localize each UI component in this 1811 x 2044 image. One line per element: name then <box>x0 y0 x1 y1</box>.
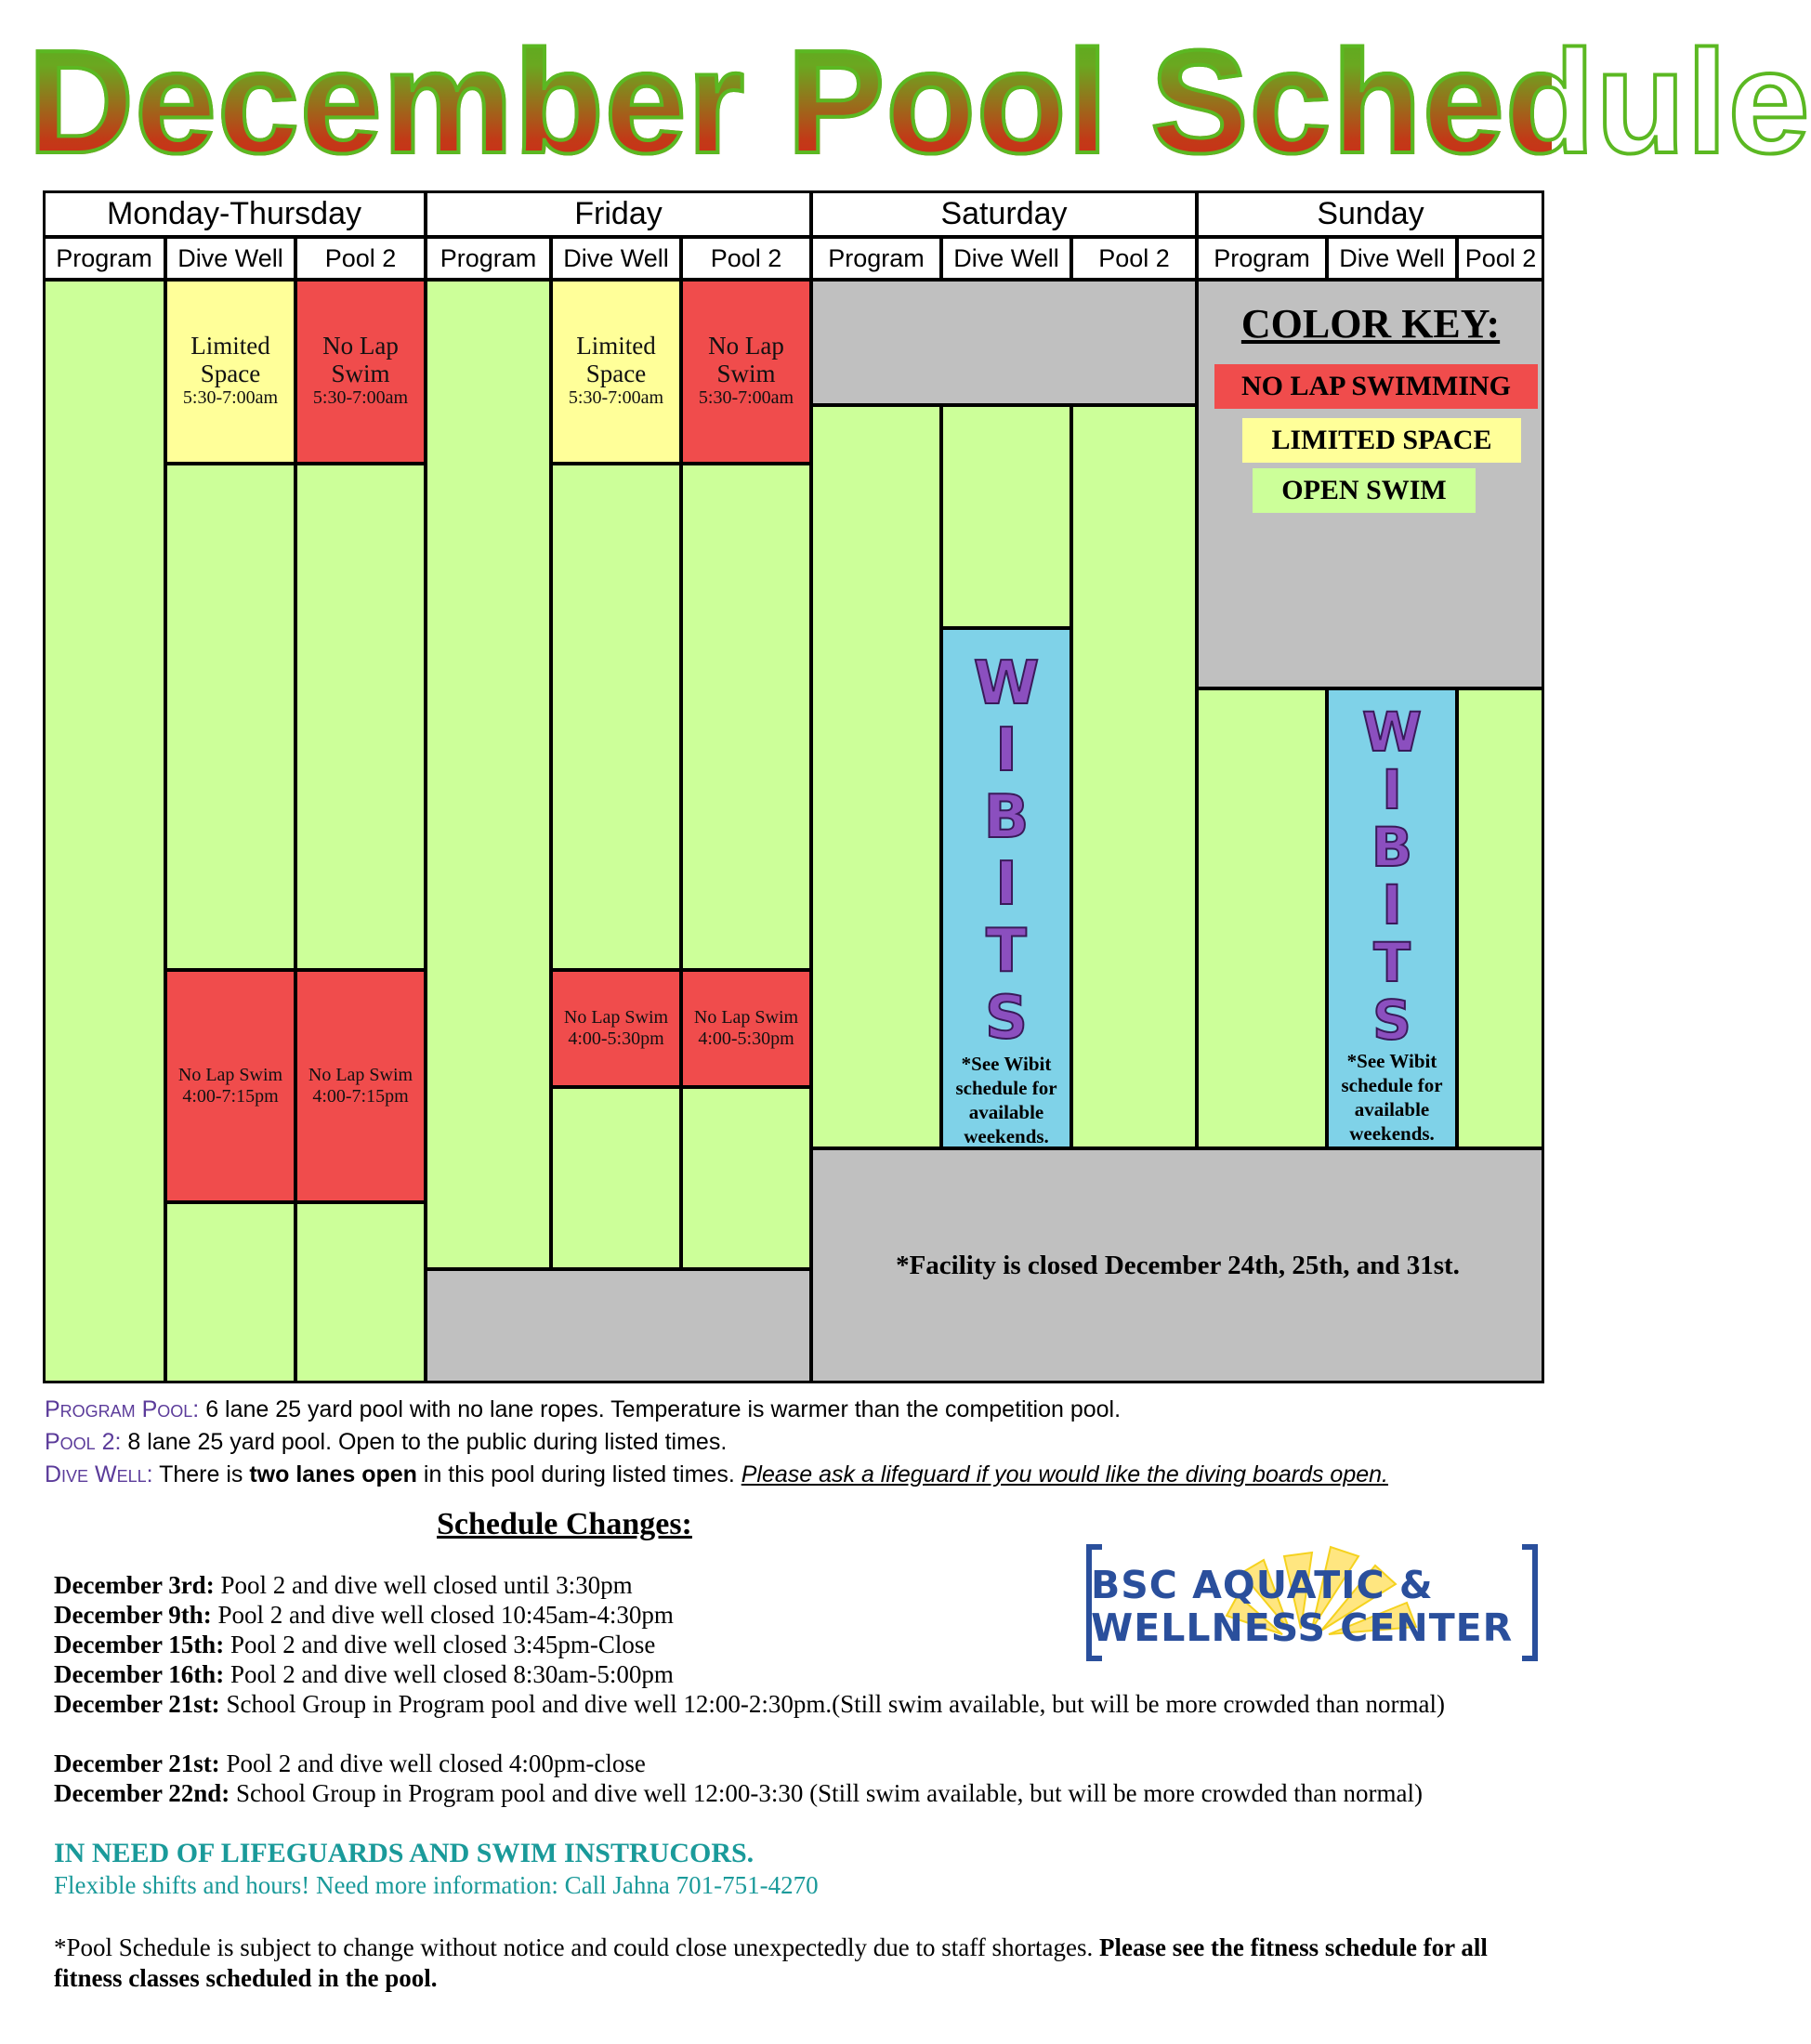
change-date: December 22nd: <box>54 1779 230 1807</box>
wibits-letter: W <box>1362 701 1422 764</box>
sun-pool2-open <box>1457 688 1544 1148</box>
wibits-note: *See Wibit <box>1346 1050 1437 1072</box>
fri-dive-open <box>551 464 681 970</box>
block-label: Swim <box>331 360 390 387</box>
block-time: 4:00-7:15pm <box>182 1086 279 1107</box>
mon-thu-dive-limited <box>165 280 295 464</box>
dive-well-note: Please ask a lifeguard if you would like the diving boards open. <box>741 1461 1388 1487</box>
change-item <box>54 1778 1550 1808</box>
wibits-note: weekends. <box>964 1125 1049 1147</box>
fri-dive-open-late <box>551 1087 681 1269</box>
dive-well-text: There is <box>152 1461 250 1487</box>
block-time: 5:30-7:00am <box>312 387 409 408</box>
day-header-friday: Friday <box>426 190 811 237</box>
weekend-closed <box>811 1148 1544 1383</box>
day-header-sunday: Sunday <box>1197 190 1544 237</box>
wibits-letter: B <box>983 783 1030 852</box>
change-text: School Group in Program pool and dive well 12:00-3:30 (Still swim available, but will be more crowded than normal) <box>230 1779 1423 1807</box>
fri-pool2-open <box>681 464 811 970</box>
wibits-note: available <box>1354 1098 1430 1120</box>
hiring-subtext: Flexible shifts and hours! Need more information: Call Jahna 701-751-4270 <box>54 1871 819 1899</box>
col-header-dive-well: Dive Well <box>551 237 681 280</box>
mon-thu-pool2-no-lap-evening <box>295 970 426 1202</box>
col-header-program: Program <box>426 237 551 280</box>
pool2-term: Pool 2: <box>45 1429 122 1455</box>
pool2-text: 8 lane 25 yard pool. Open to the public during listed times. <box>121 1429 728 1455</box>
fri-program-open <box>426 280 551 1269</box>
pool2-desc <box>45 1426 1541 1459</box>
logo-line-2: WELLNESS CENTER <box>1091 1605 1514 1650</box>
fri-pool2-no-lap-evening <box>681 970 811 1087</box>
block-label: No Lap Swim <box>563 1007 669 1028</box>
change-date: December 21st: <box>54 1749 220 1777</box>
col-header-pool-2: Pool 2 <box>681 237 811 280</box>
hiring-headline: IN NEED OF LIFEGUARDS AND SWIM INSTRUCORS. <box>54 1838 755 1868</box>
mon-thu-dive-open-late <box>165 1202 295 1383</box>
footnote-bold: Please see the fitness schedule for all fitness classes scheduled in the pool. <box>54 1933 1488 1992</box>
dive-well-term: Dive Well: <box>45 1461 153 1487</box>
block-label: No Lap Swim <box>177 1065 283 1085</box>
block-time: 5:30-7:00am <box>698 387 794 408</box>
change-text: Pool 2 and dive well closed 10:45am-4:30pm <box>211 1601 674 1629</box>
day-header-mon-thu: Monday-Thursday <box>43 190 426 237</box>
sat-pool2-open <box>1071 405 1197 1148</box>
block-label: Limited <box>190 332 270 360</box>
col-header-dive-well: Dive Well <box>941 237 1071 280</box>
block-label: No Lap Swim <box>308 1065 413 1085</box>
change-date: December 21st: <box>54 1690 220 1718</box>
col-header-dive-well: Dive Well <box>165 237 295 280</box>
wibits-letter: B <box>1371 816 1413 879</box>
day-divider <box>425 190 427 1383</box>
mon-thu-dive-no-lap-evening <box>165 970 295 1202</box>
change-text: Pool 2 and dive well closed 8:30am-5:00pm <box>224 1660 674 1688</box>
wibits-letter: S <box>1372 989 1411 1052</box>
col-header-program: Program <box>811 237 941 280</box>
change-item <box>54 1570 1057 1600</box>
fri-dive-no-lap-evening <box>551 970 681 1087</box>
col-header-dive-well: Dive Well <box>1327 237 1457 280</box>
block-label: Swim <box>716 360 776 387</box>
change-item <box>54 1630 1057 1659</box>
fri-closed <box>426 1269 811 1383</box>
key-open: OPEN SWIM <box>1253 468 1476 513</box>
wibits-letter: W <box>973 649 1040 718</box>
schedule-changes-title: Schedule Changes: <box>437 1507 692 1541</box>
col-header-pool-2: Pool 2 <box>1457 237 1544 280</box>
block-time: 4:00-7:15pm <box>312 1086 409 1107</box>
col-header-program: Program <box>1197 237 1327 280</box>
block-label: Space <box>585 360 647 387</box>
closed-note: *Facility is closed December 24th, 25th, and 31st. <box>896 1251 1460 1280</box>
day-header-saturday: Saturday <box>811 190 1197 237</box>
page-title: December Pool Schedule <box>28 9 1552 195</box>
change-date: December 16th: <box>54 1660 225 1688</box>
wibits-letter: I <box>1382 873 1402 937</box>
logo-text <box>1091 1564 1513 1649</box>
change-text: Pool 2 and dive well closed 3:45pm-Close <box>224 1631 656 1658</box>
logo-line-1: BSC AQUATIC & <box>1091 1563 1434 1607</box>
program-pool-desc <box>45 1394 1541 1426</box>
footnote <box>54 1933 1541 1994</box>
block-label: No Lap Swim <box>693 1007 799 1028</box>
mon-thu-dive-open <box>165 464 295 970</box>
mon-thu-program-open <box>43 280 165 1383</box>
change-date: December 3rd: <box>54 1571 215 1599</box>
sat-dive-wibits <box>941 628 1071 1148</box>
wibits-note: *See Wibit <box>961 1053 1052 1075</box>
wibits-letter: I <box>995 850 1017 919</box>
program-pool-term: Program Pool: <box>45 1396 200 1422</box>
wibits-letter: S <box>984 984 1029 1053</box>
mon-thu-pool2-open <box>295 464 426 970</box>
change-date: December 15th: <box>54 1631 225 1658</box>
wibits-letter: I <box>995 716 1017 785</box>
fri-pool2-no-lap <box>681 280 811 464</box>
block-label: No Lap <box>708 332 784 360</box>
block-time: 4:00-5:30pm <box>568 1029 664 1049</box>
change-text: Pool 2 and dive well closed 4:00pm-close <box>219 1749 646 1777</box>
fri-dive-limited <box>551 280 681 464</box>
block-time: 4:00-5:30pm <box>698 1029 794 1049</box>
fri-pool2-open-late <box>681 1087 811 1269</box>
day-divider <box>810 190 813 1383</box>
footnote-text: *Pool Schedule is subject to change without notice and could close unexpectedly due to staff shortages. <box>54 1933 1099 1961</box>
block-label: No Lap <box>322 332 399 360</box>
dive-well-desc <box>45 1459 1541 1491</box>
schedule-grid <box>43 190 1544 1383</box>
change-item <box>54 1659 1057 1689</box>
change-text: Pool 2 and dive well closed until 3:30pm <box>214 1571 633 1599</box>
sat-dive-open <box>941 405 1071 628</box>
block-time: 5:30-7:00am <box>568 387 664 408</box>
wibits-note: available <box>968 1101 1044 1123</box>
block-label: Limited <box>576 332 656 360</box>
mon-thu-pool2-open-late <box>295 1202 426 1383</box>
wibits-letter: T <box>986 917 1027 986</box>
change-item <box>54 1689 1550 1719</box>
col-header-pool-2: Pool 2 <box>295 237 426 280</box>
wibits-note: weekends. <box>1349 1122 1435 1145</box>
wibits-letter: T <box>1373 931 1411 994</box>
sun-closed-with-key <box>1197 280 1544 688</box>
wibits-letter: I <box>1382 758 1402 821</box>
sun-dive-wibits <box>1327 688 1457 1148</box>
dive-well-text-2: in this pool during listed times. <box>416 1461 741 1487</box>
key-no-lap: NO LAP SWIMMING <box>1214 364 1538 409</box>
mon-thu-pool2-no-lap <box>295 280 426 464</box>
col-header-pool-2: Pool 2 <box>1071 237 1197 280</box>
wibits-note: schedule for <box>1341 1074 1443 1096</box>
bsc-logo <box>1069 1519 1552 1686</box>
sat-closed-morning <box>811 280 1197 405</box>
block-label: Space <box>200 360 261 387</box>
color-key-title: COLOR KEY: <box>1240 301 1501 347</box>
change-date: December 9th: <box>54 1601 212 1629</box>
block-time: 5:30-7:00am <box>182 387 279 408</box>
sat-program-open <box>811 405 941 1148</box>
col-header-program: Program <box>43 237 165 280</box>
program-pool-text: 6 lane 25 yard pool with no lane ropes. Temperature is warmer than the competition pool. <box>199 1396 1122 1422</box>
wibits-note: schedule for <box>955 1077 1057 1099</box>
change-text: School Group in Program pool and dive well 12:00-2:30pm.(Still swim available, but will be more crowded than normal) <box>219 1690 1445 1718</box>
change-item <box>54 1749 1550 1778</box>
change-item <box>54 1600 1057 1630</box>
dive-well-lanes: two lanes open <box>249 1461 417 1487</box>
key-limited: LIMITED SPACE <box>1242 418 1521 463</box>
sun-program-open <box>1197 688 1327 1148</box>
